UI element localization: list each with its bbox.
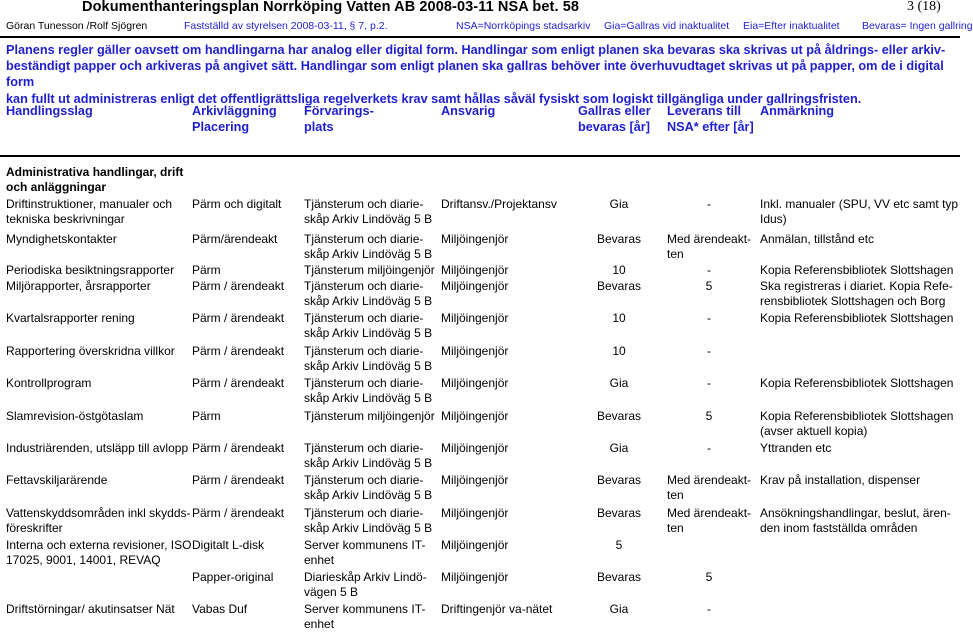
legend-gia: Gia=Gallras vid inaktualitet bbox=[604, 20, 730, 32]
cell-gallras: Gia bbox=[609, 197, 629, 211]
cell-leverans: Med ärendeakt- ten bbox=[667, 232, 752, 261]
cell-ansvarig: Driftingenjör va-nätet bbox=[441, 602, 553, 616]
cell-anmarkning: Kopia Referensbibliotek Slottshagen (avser aktuell kopia) bbox=[760, 409, 954, 438]
table-header-divider bbox=[0, 155, 960, 157]
col-header-arkivlaggning: Arkivläggning Placering bbox=[192, 104, 277, 134]
cell-anmarkning: Anmälan, tillstånd etc bbox=[760, 232, 875, 246]
header-divider bbox=[0, 36, 960, 38]
cell-handlingsslag: Rapportering överskridna villkor bbox=[6, 344, 175, 358]
cell-forvaringsplats: Server kommunens IT- enhet bbox=[304, 538, 426, 567]
cell-handlingsslag: Slamrevision-östgötaslam bbox=[6, 409, 144, 423]
cell-anmarkning: Kopia Referensbibliotek Slottshagen bbox=[760, 376, 954, 390]
cell-ansvarig: Miljöingenjör bbox=[441, 344, 509, 358]
cell-arkivlaggning: Papper-original bbox=[192, 570, 274, 584]
cell-leverans: Med ärendeakt- ten bbox=[667, 506, 752, 535]
cell-handlingsslag: Myndighetskontakter bbox=[6, 232, 117, 246]
cell-forvaringsplats: Server kommunens IT- enhet bbox=[304, 602, 426, 631]
cell-arkivlaggning: Pärm / ärendeakt bbox=[192, 344, 285, 358]
cell-handlingsslag: Fettavskiljarärende bbox=[6, 473, 108, 487]
document-title: Dokumenthanteringsplan Norrköping Vatten AB 2008-03-11 NSA bet. 58 bbox=[82, 0, 580, 15]
col-header-forvaringsplats: Förvarings- plats bbox=[304, 104, 374, 134]
cell-leverans: Med ärendeakt- ten bbox=[667, 473, 752, 502]
cell-gallras: 10 bbox=[612, 263, 626, 277]
cell-gallras: Bevaras bbox=[596, 279, 642, 293]
cell-arkivlaggning: Digitalt L-disk bbox=[192, 538, 265, 552]
cell-gallras: Bevaras bbox=[596, 409, 642, 423]
cell-forvaringsplats: Tjänsterum och diarie- skåp Arkiv Lindöväg 5 B bbox=[304, 473, 433, 502]
cell-handlingsslag: Interna och externa revisioner, ISO 17025, 9001, 14001, REVAQ bbox=[6, 538, 192, 567]
cell-arkivlaggning: Pärm bbox=[192, 409, 221, 423]
cell-forvaringsplats: Tjänsterum och diarie- skåp Arkiv Lindöväg 5 B bbox=[304, 232, 433, 261]
cell-gallras: 10 bbox=[612, 311, 626, 325]
cell-gallras: Bevaras bbox=[596, 506, 642, 520]
cell-gallras: 5 bbox=[615, 538, 623, 552]
cell-ansvarig: Miljöingenjör bbox=[441, 570, 509, 584]
cell-forvaringsplats: Tjänsterum och diarie- skåp Arkiv Lindöväg 5 B bbox=[304, 506, 433, 535]
cell-anmarkning: Inkl. manualer (SPU, VV etc samt typ Idus) bbox=[760, 197, 959, 226]
cell-ansvarig: Miljöingenjör bbox=[441, 506, 509, 520]
col-header-ansvarig: Ansvarig bbox=[441, 104, 496, 118]
cell-arkivlaggning: Pärm / ärendeakt bbox=[192, 279, 285, 293]
col-header-handlingsslag: Handlingsslag bbox=[6, 104, 93, 118]
cell-gallras: Bevaras bbox=[596, 473, 642, 487]
adopted-note: Fastställd av styrelsen 2008-03-11, § 7, p.2. bbox=[184, 20, 388, 32]
cell-handlingsslag: Kvartalsrapporter rening bbox=[6, 311, 135, 325]
cell-arkivlaggning: Vabas Duf bbox=[192, 602, 248, 616]
cell-arkivlaggning: Pärm / ärendeakt bbox=[192, 376, 285, 390]
cell-ansvarig: Miljöingenjör bbox=[441, 538, 509, 552]
cell-forvaringsplats: Tjänsterum miljöingenjör bbox=[304, 409, 435, 423]
cell-anmarkning: Krav på installation, dispenser bbox=[760, 473, 921, 487]
legend-bevaras: Bevaras= Ingen gallring bbox=[862, 20, 973, 32]
cell-leverans: 5 bbox=[705, 409, 713, 423]
cell-forvaringsplats: Tjänsterum och diarie- skåp Arkiv Lindöväg 5 B bbox=[304, 311, 433, 340]
category-heading: Administrativa handlingar, drift och anläggningar bbox=[6, 165, 184, 194]
notes-line-2: beständigt papper och arkiveras på angivet sätt. Handlingar som enligt planen ska gallras behöver inte överhuvudtaget skrivas ut på papper, om de i digital form bbox=[6, 59, 944, 90]
cell-gallras: Bevaras bbox=[596, 570, 642, 584]
cell-arkivlaggning: Pärm / ärendeakt bbox=[192, 311, 285, 325]
cell-anmarkning: Kopia Referensbibliotek Slottshagen bbox=[760, 263, 954, 277]
authors: Göran Tunesson /Rolf Sjögren bbox=[6, 20, 148, 32]
cell-anmarkning: Ska registreras i diariet. Kopia Refe- rensbibliotek Slottshagen och Borg bbox=[760, 279, 953, 308]
col-header-leverans: Leverans till NSA* efter [år] bbox=[667, 104, 754, 134]
cell-leverans: - bbox=[707, 263, 711, 277]
cell-leverans: - bbox=[707, 602, 711, 616]
cell-arkivlaggning: Pärm / ärendeakt bbox=[192, 473, 285, 487]
cell-forvaringsplats: Diarieskåp Arkiv Lindö- vägen 5 B bbox=[304, 570, 427, 599]
rules-notes bbox=[6, 42, 956, 107]
cell-gallras: Bevaras bbox=[596, 232, 642, 246]
cell-ansvarig: Driftansv./Projektansv bbox=[441, 197, 557, 211]
cell-anmarkning: Kopia Referensbibliotek Slottshagen bbox=[760, 311, 954, 325]
cell-forvaringsplats: Tjänsterum och diarie- skåp Arkiv Lindöväg 5 B bbox=[304, 441, 433, 470]
cell-ansvarig: Miljöingenjör bbox=[441, 263, 509, 277]
cell-ansvarig: Miljöingenjör bbox=[441, 473, 509, 487]
col-header-gallras: Gallras eller bevaras [år] bbox=[578, 104, 651, 134]
cell-gallras: Gia bbox=[609, 376, 629, 390]
cell-arkivlaggning: Pärm / ärendeakt bbox=[192, 441, 285, 455]
cell-forvaringsplats: Tjänsterum och diarie- skåp Arkiv Lindöväg 5 B bbox=[304, 376, 433, 405]
cell-gallras: Gia bbox=[609, 441, 629, 455]
notes-line-1: Planens regler gäller oavsett om handlingarna har analog eller digital form. Handlingar som enligt planen ska bevaras ska skrivas ut på åldrings- eller arkiv- bbox=[6, 43, 946, 57]
cell-anmarkning: Ansökningshandlingar, beslut, ären- den inom fastställda områden bbox=[760, 506, 951, 535]
cell-leverans: 5 bbox=[705, 570, 713, 584]
cell-leverans: 5 bbox=[705, 279, 713, 293]
cell-arkivlaggning: Pärm och digitalt bbox=[192, 197, 282, 211]
cell-gallras: 10 bbox=[612, 344, 626, 358]
cell-arkivlaggning: Pärm bbox=[192, 263, 221, 277]
cell-ansvarig: Miljöingenjör bbox=[441, 441, 509, 455]
cell-handlingsslag: Vattenskyddsområden inkl skydds- föreskrifter bbox=[6, 506, 191, 535]
cell-leverans: - bbox=[707, 197, 711, 211]
page-number: 3 (18) bbox=[907, 0, 941, 14]
cell-handlingsslag: Driftstörningar/ akutinsatser Nät bbox=[6, 602, 175, 616]
legend-nsa: NSA=Norrköpings stadsarkiv bbox=[456, 20, 591, 32]
legend-eia: Eia=Efter inaktualitet bbox=[743, 20, 840, 32]
cell-handlingsslag: Driftinstruktioner, manualer och tekniska beskrivningar bbox=[6, 197, 173, 226]
cell-handlingsslag: Miljörapporter, årsrapporter bbox=[6, 279, 151, 293]
cell-leverans: - bbox=[707, 344, 711, 358]
cell-leverans: - bbox=[707, 441, 711, 455]
cell-ansvarig: Miljöingenjör bbox=[441, 409, 509, 423]
cell-ansvarig: Miljöingenjör bbox=[441, 279, 509, 293]
cell-handlingsslag: Industriärenden, utsläpp till avlopp bbox=[6, 441, 189, 455]
cell-arkivlaggning: Pärm / ärendeakt bbox=[192, 506, 285, 520]
cell-ansvarig: Miljöingenjör bbox=[441, 311, 509, 325]
cell-forvaringsplats: Tjänsterum och diarie- skåp Arkiv Lindöväg 5 B bbox=[304, 279, 433, 308]
notes-line-3: kan fullt ut administreras enligt det offentligrättsliga regelverkets krav samt hållas såväl fysiskt som logiskt tillgängliga under gallringsfristen. bbox=[6, 91, 862, 106]
cell-leverans: - bbox=[707, 376, 711, 390]
cell-arkivlaggning: Pärm/ärendeakt bbox=[192, 232, 278, 246]
cell-ansvarig: Miljöingenjör bbox=[441, 232, 509, 246]
cell-anmarkning: Yttranden etc bbox=[760, 441, 832, 455]
cell-gallras: Gia bbox=[609, 602, 629, 616]
cell-forvaringsplats: Tjänsterum och diarie- skåp Arkiv Lindöväg 5 B bbox=[304, 344, 433, 373]
cell-forvaringsplats: Tjänsterum och diarie- skåp Arkiv Lindöväg 5 B bbox=[304, 197, 433, 226]
cell-handlingsslag: Kontrollprogram bbox=[6, 376, 92, 390]
cell-leverans: - bbox=[707, 311, 711, 325]
col-header-anmarkning: Anmärkning bbox=[760, 104, 835, 118]
cell-forvaringsplats: Tjänsterum miljöingenjör bbox=[304, 263, 435, 277]
cell-handlingsslag: Periodiska besiktningsrapporter bbox=[6, 263, 175, 277]
cell-ansvarig: Miljöingenjör bbox=[441, 376, 509, 390]
